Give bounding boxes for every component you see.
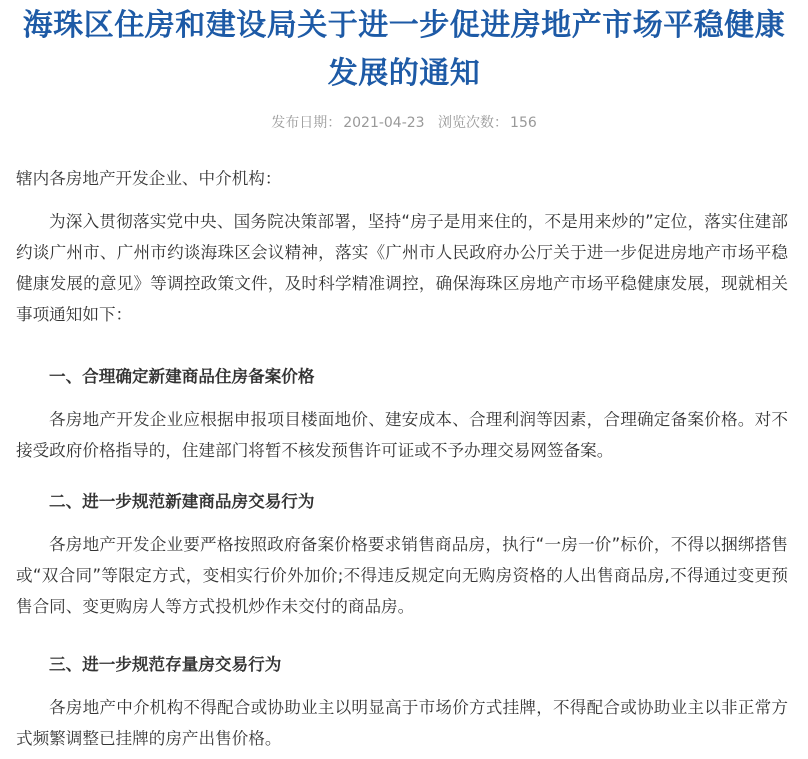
section-heading-3: 三、进一步规范存量房交易行为 [49, 655, 282, 674]
view-count: 156 [510, 115, 537, 131]
publish-date: 2021-04-23 [343, 115, 425, 131]
page-title: 海珠区住房和建设局关于进一步促进房地产市场平稳健康发展的通知 [22, 8, 786, 91]
intro-paragraph: 为深入贯彻落实党中央、国务院决策部署，坚持“房子是用来住的，不是用来炒的”定位，落实住建部约谈广州市、广州市约谈海珠区会议精神，落实《广州市人民政府办公厅关于进一步促进房地产市场平稳健康发展的意见》等调控政策文件，及时科学精准调控，确保海珠区房地产市场平稳健康发展，现就相关事项通知如下： [16, 212, 788, 324]
section-paragraph-3: 各房地产中介机构不得配合或协助业主以明显高于市场价方式挂牌，不得配合或协助业主以非正常方式频繁调整已挂牌的房产出售价格。 [16, 698, 788, 748]
section-heading-2: 二、进一步规范新建商品房交易行为 [49, 492, 315, 511]
salutation: 辖内各房地产开发企业、中介机构： [16, 169, 282, 188]
publish-date-label: 发布日期： [271, 115, 342, 131]
view-count-label: 浏览次数： [438, 115, 509, 131]
section-paragraph-2: 各房地产开发企业要严格按照政府备案价格要求销售商品房，执行“一房一价”标价，不得以捆绑搭售或“双合同”等限定方式，变相实行价外加价;不得违反规定向无购房资格的人出售商品房,不得通过变更预售合同、变更购房人等方式投机炒作未交付的商品房。 [16, 535, 788, 616]
article-meta [0, 112, 808, 134]
section-heading-1: 一、合理确定新建商品住房备案价格 [49, 367, 315, 386]
section-paragraph-1: 各房地产开发企业应根据申报项目楼面地价、建安成本、合理利润等因素，合理确定备案价格。对不接受政府价格指导的，住建部门将暂不核发预售许可证或不予办理交易网签备案。 [16, 410, 788, 460]
